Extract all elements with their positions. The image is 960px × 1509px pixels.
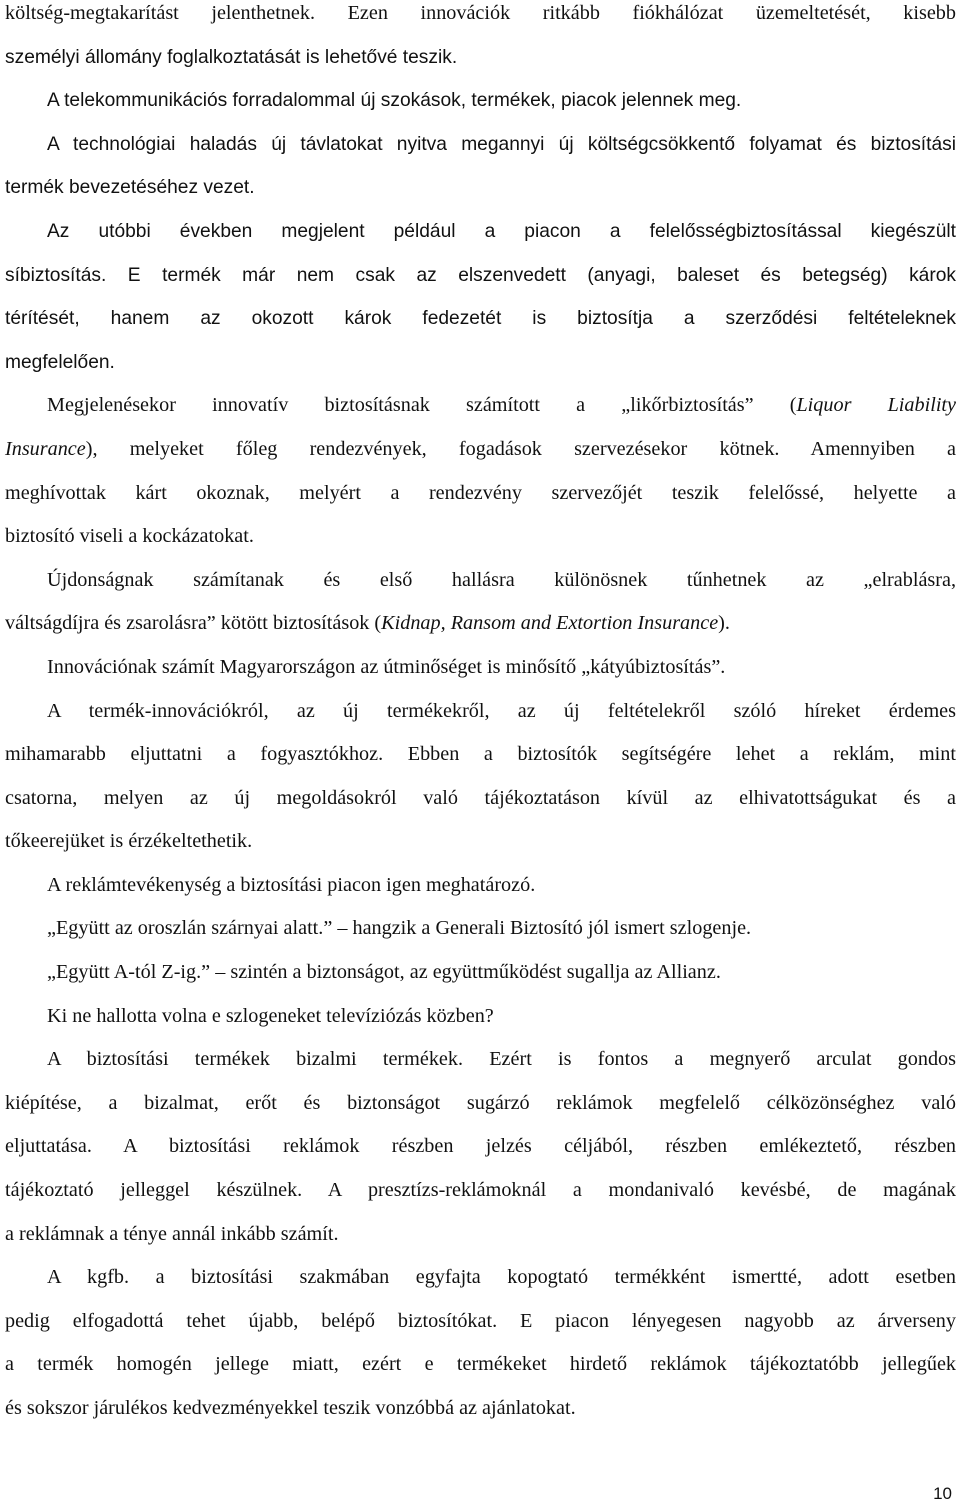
text-line: [5, 384, 956, 428]
text-line: [5, 254, 956, 298]
text-segment: meghívottak kárt okoznak, melyért a rendezvény szervezőjét teszik felelőssé, helyette a: [5, 481, 956, 504]
italic-text-segment: Kidnap, Ransom and Extortion Insurance: [381, 612, 719, 635]
text-segment: Innovációnak számít Magyarországon az útminőséget is minősítő „kátyúbiztosítás”.: [47, 655, 726, 678]
text-segment: pedig elfogadottá tehet újabb, belépő biztosítókat. E piacon lényegesen nagyobb az árverseny: [5, 1309, 956, 1332]
text-line: [5, 297, 956, 341]
text-segment: A kgfb. a biztosítási szakmában egyfajta kopogtató termékként ismertté, adott esetben: [47, 1266, 956, 1289]
text-line: [5, 79, 956, 123]
text-line: [5, 1343, 956, 1387]
text-segment: költség-megtakarítást jelenthetnek. Ezen innovációk ritkább fiókhálózat üzemeltetését, kisebb: [5, 2, 956, 24]
text-segment: a reklámnak a ténye annál inkább számít.: [5, 1222, 339, 1245]
text-segment: „Együtt A-tól Z-ig.” – szintén a biztonságot, az együttműködést sugallja az Allianz.: [47, 961, 721, 984]
text-line: [5, 1256, 956, 1300]
text-segment: Megjelenésekor innovatív biztosításnak számított a „likőrbiztosítás” (: [47, 394, 797, 417]
text-segment: kiépítése, a bizalmat, erőt és biztonságot sugárzó reklámok megfelelő célközönséghez való: [5, 1091, 956, 1114]
text-segment: ).: [718, 612, 730, 635]
text-line: [5, 1213, 956, 1257]
text-line: [5, 0, 956, 36]
text-line: [5, 690, 956, 734]
text-line: [5, 1169, 956, 1213]
text-segment: A telekommunikációs forradalommal új szokások, termékek, piacok jelennek meg.: [47, 90, 742, 112]
text-segment: csatorna, melyen az új megoldásokról való tájékoztatáson kívül az elhivatottságukat és a: [5, 786, 956, 809]
text-line: [5, 123, 956, 167]
text-segment: a termék homogén jellege miatt, ezért e termékeket hirdető reklámok tájékoztatóbb jellegűek: [5, 1353, 956, 1376]
text-segment: váltságdíjra és zsarolásra” kötött biztosítások (: [5, 612, 382, 635]
text-line: [5, 515, 956, 559]
text-line: [5, 1125, 956, 1169]
text-line: [5, 602, 956, 646]
text-line: [5, 428, 956, 472]
text-segment: tájékoztató jelleggel készülnek. A presztízs-reklámoknál a mondanivaló kevésbé, de magának: [5, 1179, 956, 1202]
text-segment: személyi állomány foglalkoztatását is lehetővé teszik.: [5, 46, 458, 68]
text-segment: termék bevezetéséhez vezet.: [5, 177, 255, 199]
text-line: [5, 1387, 956, 1431]
text-segment: és sokszor járulékos kedvezményekkel teszik vonzóbbá az ajánlatokat.: [5, 1397, 576, 1419]
text-line: [5, 864, 956, 908]
text-line: [5, 951, 956, 995]
text-segment: A biztosítási termékek bizalmi termékek. Ezért is fontos a megnyerő arculat gondos: [47, 1048, 956, 1071]
italic-text-segment: Insurance: [5, 437, 86, 460]
text-segment: A termék-innovációkról, az új termékekről, az új feltételekről szóló híreket érdemes: [47, 699, 956, 722]
text-line: [5, 341, 956, 385]
text-line: [5, 1082, 956, 1126]
text-segment: Az utóbbi években megjelent például a piacon a felelősségbiztosítással kiegészült: [47, 220, 956, 242]
text-line: [5, 777, 956, 821]
text-line: [5, 472, 956, 516]
text-segment: biztosító viseli a kockázatokat.: [5, 525, 254, 548]
text-line: [5, 166, 956, 210]
text-line: [5, 733, 956, 777]
text-segment: A technológiai haladás új távlatokat nyitva megannyi új költségcsökkentő folyamat és biztosítási: [47, 133, 956, 155]
text-segment: „Együtt az oroszlán szárnyai alatt.” – hangzik a Generali Biztosító jól ismert szlogenje.: [47, 917, 752, 940]
text-line: [5, 1038, 956, 1082]
text-segment: Újdonságnak számítanak és első hallásra különösnek tűnhetnek az „elrablásra,: [47, 568, 956, 591]
text-line: [5, 210, 956, 254]
text-line: [5, 907, 956, 951]
text-segment: megfelelően.: [5, 351, 115, 373]
text-line: [5, 1300, 956, 1344]
text-segment: Ki ne hallotta volna e szlogeneket televíziózás közben?: [47, 1004, 494, 1027]
page-number: 10: [933, 1484, 952, 1503]
text-line: [5, 646, 956, 690]
text-segment: síbiztosítás. E termék már nem csak az elszenvedett (anyagi, baleset és betegség) károk: [5, 264, 956, 286]
text-segment: tőkeerejüket is érzékeltethetik.: [5, 830, 253, 853]
text-segment: eljuttatása. A biztosítási reklámok részben jelzés céljából, részben emlékeztető, részben: [5, 1135, 956, 1158]
text-segment: mihamarabb eljuttatni a fogyasztókhoz. Ebben a biztosítók segítségére lehet a reklám, mint: [5, 743, 956, 766]
text-segment: térítését, hanem az okozott károk fedezetét is biztosítja a szerződési feltételeknek: [5, 308, 956, 330]
text-line: [5, 995, 956, 1039]
text-line: [5, 559, 956, 603]
text-line: [5, 36, 956, 80]
body-text: [5, 0, 956, 1431]
text-segment: A reklámtevékenység a biztosítási piacon igen meghatározó.: [47, 873, 536, 896]
text-line: [5, 820, 956, 864]
text-segment: ), melyeket főleg rendezvények, fogadások szervezésekor kötnek. Amennyiben a: [85, 437, 956, 460]
italic-text-segment: Liquor Liability: [796, 394, 956, 417]
